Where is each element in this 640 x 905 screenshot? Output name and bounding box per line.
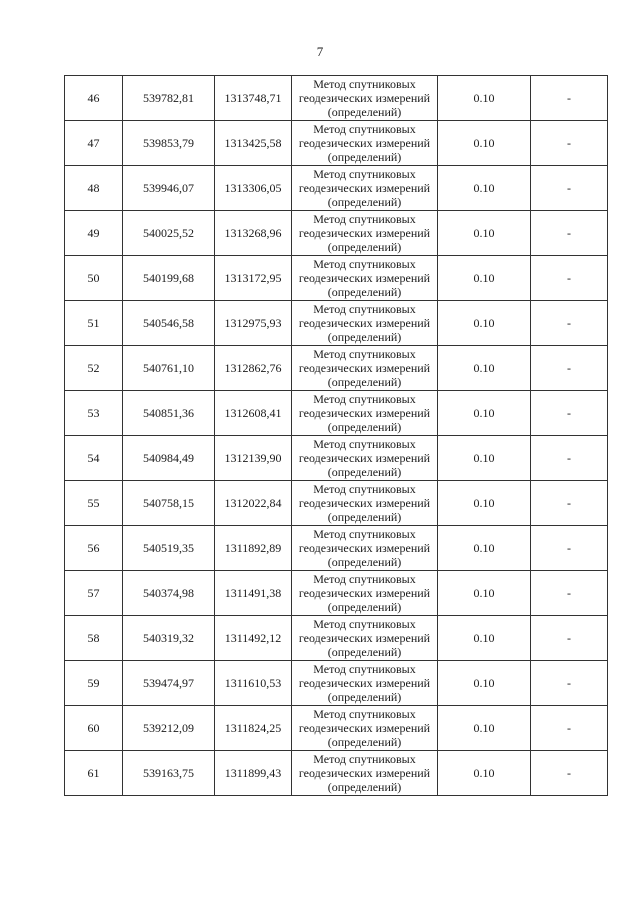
method-line: (определений) [327,150,402,164]
method-cell [292,526,438,571]
table-row [65,256,608,301]
method-cell [292,166,438,211]
y-coordinate-cell: 1312975,93 [215,301,292,346]
point-number-cell: 59 [65,661,123,706]
extra-cell: - [531,526,608,571]
method-line: (определений) [327,645,402,659]
method-line: геодезических измерений [298,766,431,780]
method-line: Метод спутниковых [313,437,416,451]
method-line: геодезических измерений [298,316,431,330]
table-row [65,751,608,796]
method-cell [292,256,438,301]
extra-cell: - [531,751,608,796]
y-coordinate-cell: 1311491,38 [215,571,292,616]
method-line: Метод спутниковых [313,662,416,676]
table-row [65,526,608,571]
method-line: Метод спутниковых [313,482,416,496]
y-coordinate-cell: 1311892,89 [215,526,292,571]
y-coordinate-cell: 1313425,58 [215,121,292,166]
point-number-cell: 46 [65,76,123,121]
x-coordinate-cell: 540319,32 [123,616,215,661]
point-number-cell: 51 [65,301,123,346]
method-cell [292,121,438,166]
method-line: геодезических измерений [298,361,431,375]
method-line: (определений) [327,780,402,794]
table-row [65,76,608,121]
method-line: Метод спутниковых [313,707,416,721]
accuracy-cell: 0.10 [438,256,531,301]
y-coordinate-cell: 1313306,05 [215,166,292,211]
point-number-cell: 57 [65,571,123,616]
method-cell [292,436,438,481]
method-line: геодезических измерений [298,91,431,105]
method-cell [292,211,438,256]
x-coordinate-cell: 539212,09 [123,706,215,751]
extra-cell: - [531,436,608,481]
table-row [65,436,608,481]
accuracy-cell: 0.10 [438,661,531,706]
extra-cell: - [531,571,608,616]
method-line: геодезических измерений [298,226,431,240]
extra-cell: - [531,211,608,256]
x-coordinate-cell: 540199,68 [123,256,215,301]
accuracy-cell: 0.10 [438,436,531,481]
method-line: (определений) [327,510,402,524]
method-line: геодезических измерений [298,451,431,465]
method-cell [292,616,438,661]
x-coordinate-cell: 540025,52 [123,211,215,256]
method-cell [292,751,438,796]
method-line: геодезических измерений [298,181,431,195]
accuracy-cell: 0.10 [438,706,531,751]
x-coordinate-cell: 539853,79 [123,121,215,166]
accuracy-cell: 0.10 [438,121,531,166]
extra-cell: - [531,706,608,751]
method-line: (определений) [327,105,402,119]
method-line: геодезических измерений [298,541,431,555]
extra-cell: - [531,616,608,661]
table-row [65,166,608,211]
method-cell [292,346,438,391]
method-line: геодезических измерений [298,586,431,600]
y-coordinate-cell: 1312862,76 [215,346,292,391]
x-coordinate-cell: 540851,36 [123,391,215,436]
y-coordinate-cell: 1311824,25 [215,706,292,751]
y-coordinate-cell: 1313172,95 [215,256,292,301]
method-line: геодезических измерений [298,136,431,150]
method-cell [292,571,438,616]
accuracy-cell: 0.10 [438,166,531,211]
point-number-cell: 53 [65,391,123,436]
method-line: Метод спутниковых [313,527,416,541]
method-line: (определений) [327,600,402,614]
method-line: (определений) [327,690,402,704]
method-cell [292,481,438,526]
point-number-cell: 49 [65,211,123,256]
method-line: (определений) [327,465,402,479]
point-number-cell: 47 [65,121,123,166]
point-number-cell: 55 [65,481,123,526]
accuracy-cell: 0.10 [438,76,531,121]
accuracy-cell: 0.10 [438,391,531,436]
table-row [65,706,608,751]
y-coordinate-cell: 1311610,53 [215,661,292,706]
extra-cell: - [531,166,608,211]
x-coordinate-cell: 540374,98 [123,571,215,616]
method-cell [292,706,438,751]
page-number: 7 [316,44,324,59]
method-line: Метод спутниковых [313,212,416,226]
extra-cell: - [531,256,608,301]
method-line: (определений) [327,195,402,209]
x-coordinate-cell: 539782,81 [123,76,215,121]
point-number-cell: 58 [65,616,123,661]
y-coordinate-cell: 1312608,41 [215,391,292,436]
table-row [65,391,608,436]
table-row [65,211,608,256]
extra-cell: - [531,346,608,391]
method-line: (определений) [327,330,402,344]
x-coordinate-cell: 539946,07 [123,166,215,211]
point-number-cell: 60 [65,706,123,751]
table-row [65,121,608,166]
x-coordinate-cell: 540984,49 [123,436,215,481]
method-line: Метод спутниковых [313,122,416,136]
method-line: Метод спутниковых [313,167,416,181]
method-cell [292,301,438,346]
accuracy-cell: 0.10 [438,616,531,661]
coordinates-table [64,75,608,796]
table-row [65,661,608,706]
method-line: геодезических измерений [298,496,431,510]
method-cell [292,391,438,436]
method-line: (определений) [327,375,402,389]
y-coordinate-cell: 1312139,90 [215,436,292,481]
table-row [65,571,608,616]
y-coordinate-cell: 1311899,43 [215,751,292,796]
accuracy-cell: 0.10 [438,346,531,391]
method-line: геодезических измерений [298,406,431,420]
x-coordinate-cell: 540761,10 [123,346,215,391]
method-line: Метод спутниковых [313,257,416,271]
point-number-cell: 48 [65,166,123,211]
method-cell [292,661,438,706]
method-line: (определений) [327,240,402,254]
method-line: геодезических измерений [298,721,431,735]
accuracy-cell: 0.10 [438,571,531,616]
extra-cell: - [531,76,608,121]
method-line: (определений) [327,420,402,434]
y-coordinate-cell: 1313268,96 [215,211,292,256]
point-number-cell: 56 [65,526,123,571]
method-line: Метод спутниковых [313,617,416,631]
accuracy-cell: 0.10 [438,211,531,256]
table-row [65,346,608,391]
method-line: Метод спутниковых [313,572,416,586]
point-number-cell: 50 [65,256,123,301]
accuracy-cell: 0.10 [438,301,531,346]
extra-cell: - [531,121,608,166]
method-line: геодезических измерений [298,271,431,285]
x-coordinate-cell: 540519,35 [123,526,215,571]
point-number-cell: 54 [65,436,123,481]
table-row [65,481,608,526]
method-line: Метод спутниковых [313,77,416,91]
x-coordinate-cell: 540546,58 [123,301,215,346]
accuracy-cell: 0.10 [438,481,531,526]
coordinates-table-body [65,76,608,796]
accuracy-cell: 0.10 [438,751,531,796]
method-line: геодезических измерений [298,631,431,645]
extra-cell: - [531,661,608,706]
method-line: (определений) [327,555,402,569]
method-line: Метод спутниковых [313,347,416,361]
x-coordinate-cell: 539474,97 [123,661,215,706]
x-coordinate-cell: 539163,75 [123,751,215,796]
method-line: Метод спутниковых [313,302,416,316]
accuracy-cell: 0.10 [438,526,531,571]
method-line: Метод спутниковых [313,752,416,766]
extra-cell: - [531,301,608,346]
method-line: (определений) [327,735,402,749]
method-line: Метод спутниковых [313,392,416,406]
extra-cell: - [531,391,608,436]
x-coordinate-cell: 540758,15 [123,481,215,526]
point-number-cell: 52 [65,346,123,391]
method-line: геодезических измерений [298,676,431,690]
point-number-cell: 61 [65,751,123,796]
table-row [65,301,608,346]
y-coordinate-cell: 1312022,84 [215,481,292,526]
method-line: (определений) [327,285,402,299]
extra-cell: - [531,481,608,526]
method-cell [292,76,438,121]
y-coordinate-cell: 1313748,71 [215,76,292,121]
table-row [65,616,608,661]
y-coordinate-cell: 1311492,12 [215,616,292,661]
